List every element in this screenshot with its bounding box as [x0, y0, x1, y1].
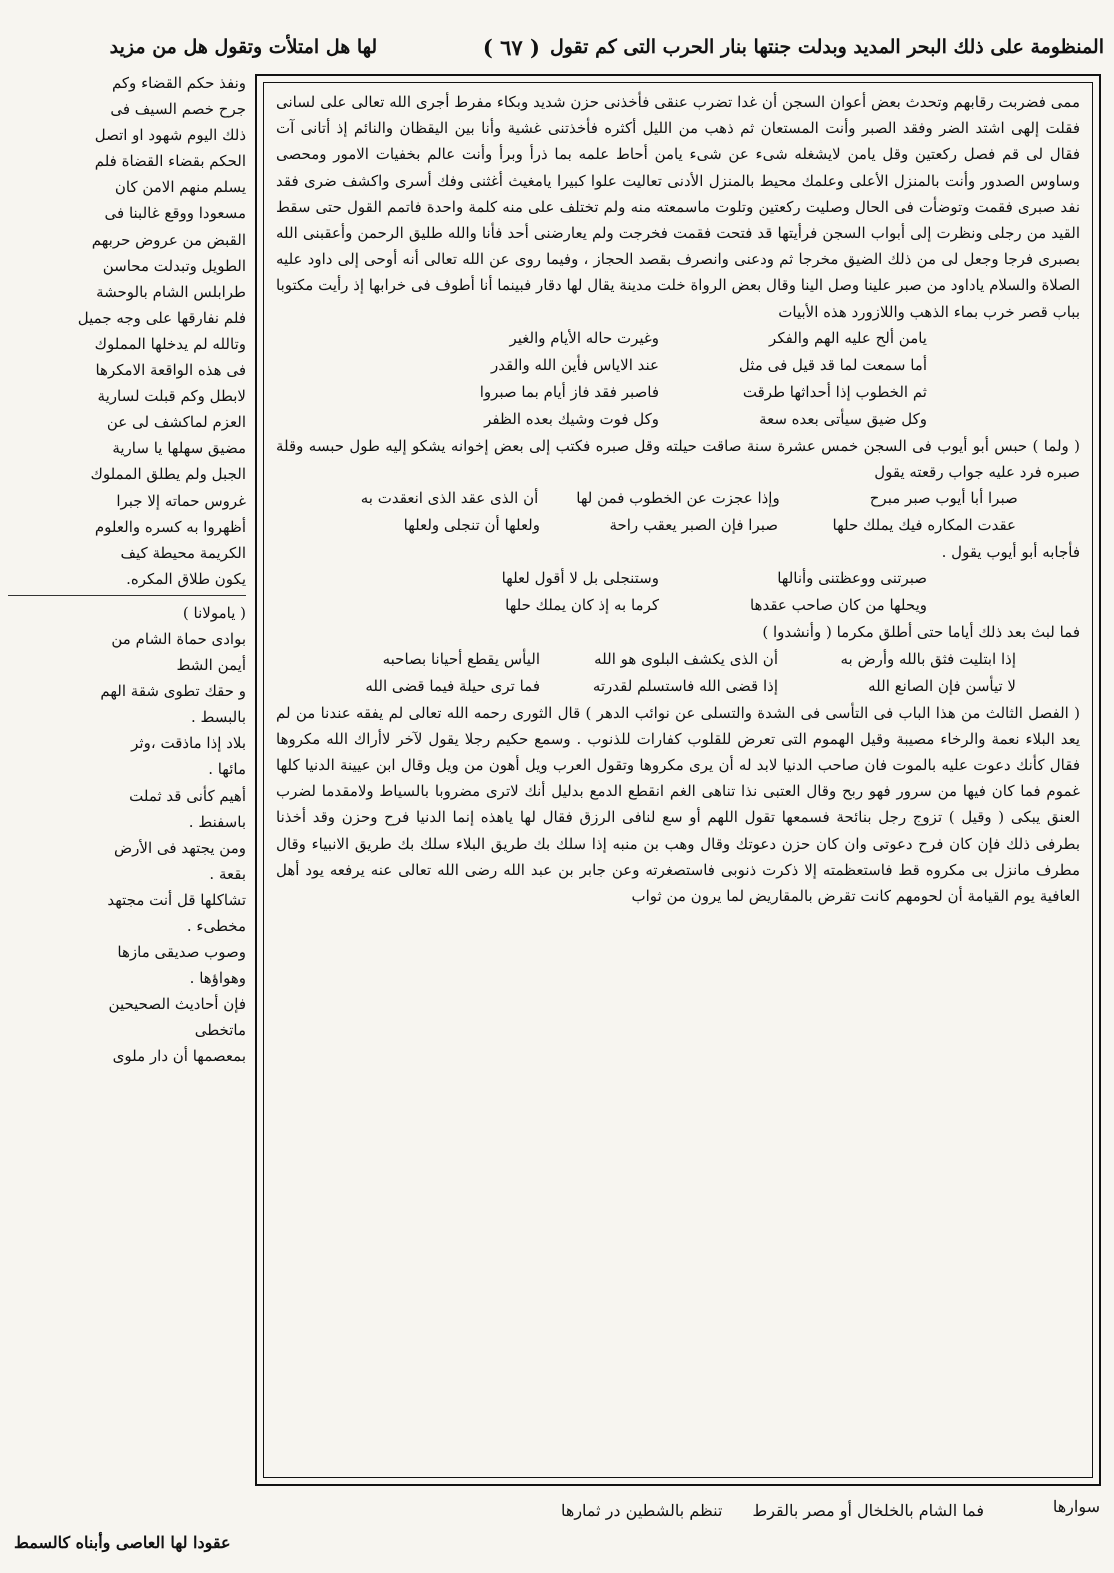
margin-line: الحكم بقضاء القضاة فلم	[94, 152, 246, 171]
hemistich: لا تيأسن فإن الصانع الله	[868, 676, 1016, 695]
verse-line	[276, 485, 1080, 512]
hemistich: ولعلها أن تنجلى ولعلها	[403, 516, 540, 535]
hemistich: ويحلها من كان صاحب عقدها	[749, 596, 927, 615]
hemistich: عند الاياس فأين الله والقدر	[491, 355, 659, 374]
margin-line: وتالله لم يدخلها المملوك	[94, 334, 246, 353]
verse-line	[276, 673, 1080, 700]
hemistich: صبرتنى ووعظتنى وأنالها	[777, 569, 927, 588]
margin-line: بوادى حماة الشام من	[111, 629, 246, 648]
margin-line: الطويل وتبدلت محاسن	[102, 256, 246, 275]
hemistich: صبرا أبا أيوب صبر مبرح	[869, 489, 1018, 508]
margin-line: لابطل وكم قبلت لسارية	[97, 387, 246, 406]
hemistich: كرما به إذ كان يملك حلها	[505, 596, 659, 615]
hemistich: فاصبر فقد فاز أيام بما صبروا	[479, 382, 659, 401]
verse-line	[276, 352, 1080, 379]
verse-line	[276, 406, 1080, 433]
verse-line	[276, 592, 1080, 619]
margin-line: القبض من عروض حربهم	[91, 230, 246, 249]
margin-line: تشاكلها قل أنت مجتهد	[107, 890, 246, 909]
margin-line: جرح خصم السيف فى	[110, 100, 246, 119]
margin-line: ونفذ حكم القضاء وكم	[111, 74, 246, 92]
margin-line: غروس حماته إلا جبرا	[116, 491, 246, 510]
margin-line: فى هذه الواقعة الامكرها	[95, 361, 246, 380]
margin-line: مسعودا ووقع غالبنا فى	[104, 204, 246, 223]
margin-line: فإن أحاديث الصحيحين	[108, 995, 246, 1014]
margin-line: مضيق سهلها يا سارية	[112, 439, 246, 458]
hemistich: فما ترى حيلة فيما قضى الله	[365, 676, 540, 695]
margin-line: ومن يجتهد فى الأرض	[114, 838, 246, 857]
prose-paragraph: فأجابه أبو أيوب يقول .	[941, 543, 1080, 562]
verse-line	[276, 646, 1080, 673]
hemistich: صبرا فإن الصبر يعقب راحة	[609, 516, 778, 535]
margin-line: الكريمة محيطة كيف	[120, 543, 246, 562]
margin-line: طرابلس الشام بالوحشة	[96, 282, 246, 301]
margin-line: العزم لماكشف لى عن	[106, 413, 246, 432]
prose-paragraph: ممى فضربت رقابهم وتحدث بعض أعوان السجن أن غدا تضرب عنقى فأخذنى حزن شديد وبكاء مفرط أجرى الله تعالى على لسانى فقلت إلهى اشتد الضر وفقد الصبر وأنت المستعان ثم ذهب من الليل أكثره فأخذتنى غشية وأنا بين اليقظان والنائم إذ أتانى آت فقال لى قم فصل ركعتين وقل يامن لايشغله شىء عن شىء يامن أحاط علمه بما ذرأ وبرأ وأنت عالم بخفيات الامور ومحصى وساوس الصدور وأنت بالمنزل الأعلى وعلمك محيط بالمنزل الأدنى تعاليت علوا كبيرا يامغيث أغثنى وفك أسرى واكشف ضرى فقد نفد صبرى فقمت وتوضأت فى الحال وصليت ركعتين وتلوت ماسمعته منه ولم تختلف على منه كلمة واحدة فاتمم القول حتى سقط القيد من رجلى ونظرت إلى أبواب السجن فرأيتها قد فتحت فقمت فخرجت ولم يعارضنى أحد فأنا والله طليق الرحمن وأعقبنى الله بصبرى فرجا وجعل لى من ذلك الضيق مخرجا ثم ودعنى وانصرف بقصد الحجاز ، وفيما روى عن الله تعالى أنه أوحى إلى داود عليه الصلاة والسلام ياداود من صبر علينا وصل الينا وقال بعض الرواة خلت مدينة يقال لها دقار فبينما أنا أطوف فى خرابها إذ رأيت مكتوبا بباب قصر خرب بماء الذهب واللازورد هذه الأبيات	[276, 93, 1080, 321]
margin-column	[8, 70, 246, 1490]
hemistich: يامن ألح عليه الهم والفكر	[769, 328, 927, 347]
footer-line	[8, 1495, 1104, 1527]
main-text-block	[263, 82, 1093, 1478]
prose-paragraph: ( ولما ) حبس أبو أيوب فى السجن خمس عشرة سنة صاقت حيلته وقل صبره فكتب إلى بعض إخوانه يشكو إليه طول حبسه وقلة صبره فرد عليه جواب رقعته يقول	[276, 436, 1080, 482]
margin-line: بالبسط .	[191, 708, 246, 727]
header-margin-text: لها هل امتلأت وتقول هل من مزيد	[109, 36, 378, 58]
hemistich: إذا قضى الله فاستسلم لقدرته	[592, 676, 778, 695]
margin-line: و حقك تطوى شقة الهم	[100, 682, 246, 701]
margin-line: بلاد إذا ماذقت ،وثر	[131, 734, 246, 753]
margin-line: الجبل ولم يطلق المملوك	[90, 465, 246, 484]
margin-line: وصوب صديقى مازها	[117, 943, 246, 962]
hemistich: وستنجلى بل لا أقول لعلها	[501, 569, 659, 588]
footer-line-2: عقودا لها العاصى وأبناه كالسمط	[14, 1533, 231, 1552]
margin-line: ذلك اليوم شهود او اتصل	[94, 126, 246, 145]
margin-line: ( يامولانا )	[182, 603, 246, 622]
margin-line: باسفنط .	[188, 812, 246, 831]
hemistich: أما سمعت لما قد قيل فى مثل	[738, 355, 927, 374]
running-header	[14, 30, 1104, 64]
footer-word: سوارها	[1052, 1497, 1100, 1516]
footer-hemistich: تنظم بالشطين در ثمارها	[561, 1501, 723, 1520]
verse-line	[276, 325, 1080, 352]
margin-line: أيمن الشط	[176, 656, 246, 675]
margin-line: بمعصمها أن دار ملوى	[112, 1047, 246, 1066]
hemistich: إذا ابتليت فثق بالله وأرض به	[840, 649, 1016, 668]
margin-line: مائها .	[208, 760, 246, 779]
prose-paragraph: فما لبث بعد ذلك أياما حتى أطلق مكرما ( وأنشدوا )	[762, 623, 1080, 642]
hemistich: وغيرت حاله الأيام والغير	[509, 328, 659, 347]
hemistich: أن الذى يكشف البلوى هو الله	[594, 649, 778, 668]
hemistich: أن الذى عقد الذى انعقدت به	[360, 489, 539, 508]
hemistich: وكل فوت وشيك بعده الظفر	[484, 409, 659, 428]
margin-line: فلم نفارقها على وجه جميل	[77, 308, 246, 327]
margin-line: ماتخطى	[194, 1021, 246, 1040]
margin-line: أهيم كأنى قد ثملت	[129, 786, 246, 805]
verse-line	[276, 565, 1080, 592]
hemistich: عقدت المكاره فيك يملك حلها	[832, 516, 1016, 535]
margin-line: وهواؤها .	[189, 969, 246, 988]
verse-line	[276, 512, 1080, 539]
hemistich: ثم الخطوب إذا أحداثها طرقت	[742, 382, 927, 401]
header-title: المنظومة على ذلك البحر المديد وبدلت جنتها بنار الحرب التى كم تقول	[549, 36, 1104, 58]
footer-hemistich: فما الشام بالخلخال أو مصر بالقرط	[752, 1501, 984, 1520]
margin-line: أظهروا به كسره والعلوم	[94, 517, 246, 536]
margin-divider	[8, 595, 246, 596]
hemistich: وإذا عجزت عن الخطوب فمن لها	[576, 489, 780, 508]
margin-line: بقعة .	[209, 864, 246, 883]
margin-line: يسلم منهم الامن كان	[114, 178, 246, 197]
margin-line: يكون طلاق المكره.	[126, 569, 246, 588]
bottom-verse	[8, 1495, 1104, 1567]
verse-line	[276, 379, 1080, 406]
margin-line: مخطىء .	[186, 917, 246, 935]
page-number: ( ٦٧ )	[482, 34, 540, 60]
hemistich: اليأس يقطع أحيانا بصاحبه	[382, 649, 540, 668]
hemistich: وكل ضيق سيأتى بعده سعة	[759, 409, 927, 428]
prose-paragraph: ( الفصل الثالث من هذا الباب فى التأسى فى الشدة والتسلى عن نوائب الدهر ) قال الثورى رحمه الله تعالى لم يفقه عندنا من لم يعد البلاء نعمة والرخاء مصيبة وقيل الهموم التى تعرض للقلوب كفارات للذنوب . وسمع حكيم رجلا يقول لآخر لاأراك الله مكروها فقال كأنك دعوت عليه بالموت فان صاحب الدنيا لابد له أن يرى مكروها وتقول العرب ويل أهون من ويل وقال ابن عيينة الدنيا كلها غموم فما كان فيها من سرور فهو ربح وقال العتبى نذا تناهى الغم انقطع الدمع بدليل أنك لاترى مضروبا بالسياط ولامقدما لضرب العنق يبكى ( وقيل ) تزوج رجل بنائحة فسمعها تقول اللهم أو سع لنافى الرزق فقال لها ياهذه إنما الدنيا فرح وحزن وقد أخذنا بطرفى ذلك فإن كان فرح دعوتى وان كان حزن دعوتك وقال وهب بن منبه إذا سلك بك طريق البلاء سلك بك طريق الانبياء وقال مطرف مانزل بى مكروه قط فاستعظمته إلا ذكرت ذنوبى فاستصغرته وعن جابر بن عبد الله رضى الله تعالى عنه يرفعه يود أهل العافية يوم القيامة أن لحومهم كانت تقرض بالمقاريض لما يرون من ثواب	[276, 703, 1081, 906]
